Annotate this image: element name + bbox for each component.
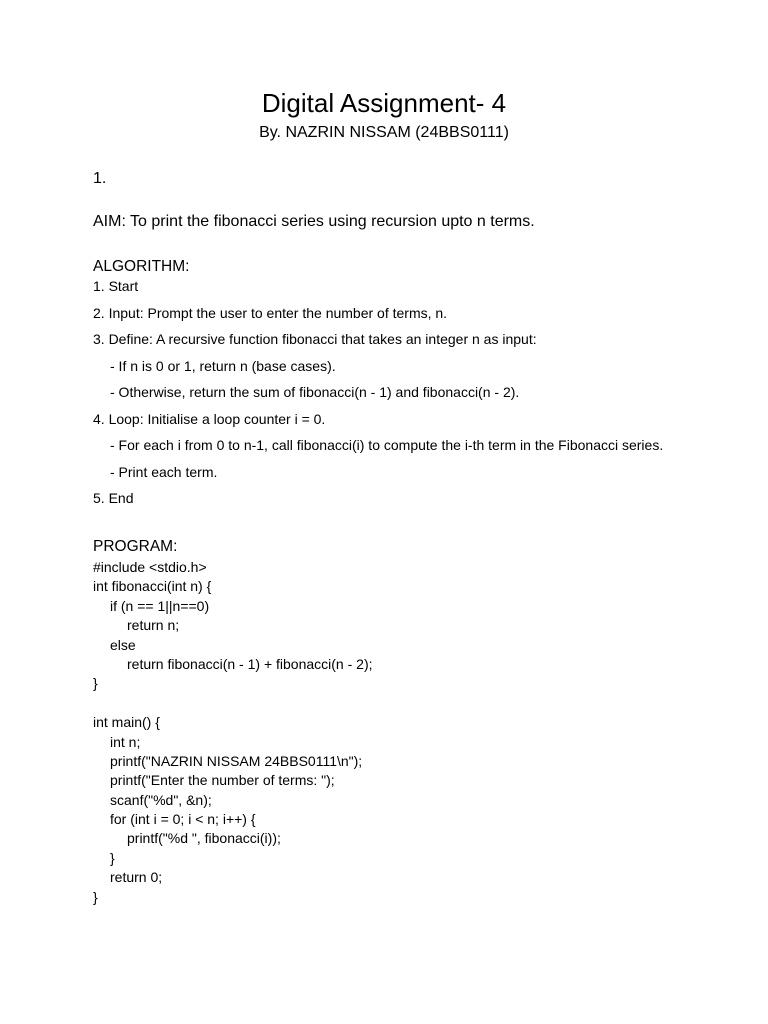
code-line: printf("%d ", fibonacci(i));: [127, 830, 281, 847]
algorithm-step: 1. Start: [93, 278, 139, 294]
code-line: printf("Enter the number of terms: ");: [110, 772, 335, 789]
aim-text: using recursion upto n terms.: [323, 213, 535, 230]
algorithm-steps: [93, 276, 693, 515]
algorithm-step: 3. Define: A recursive function fibonacci that takes an integer n as input:: [93, 331, 537, 348]
code-line: printf("NAZRIN NISSAM 24BBS0111\n");: [110, 752, 363, 769]
code-line: [93, 694, 373, 713]
code-line: scanf("%d", &n);: [110, 791, 212, 808]
code-line: for (int i = 0; i < n; i++) {: [110, 811, 256, 828]
question-number: 1.: [93, 170, 107, 187]
code-line: #include <stdio.h>: [93, 559, 207, 575]
algorithm-substep: - Otherwise, return the sum of fibonacci(n - 1) and fibonacci(n - 2).: [110, 384, 520, 401]
algorithm-substep: - If n is 0 or 1, return n (base cases).: [110, 357, 336, 374]
code-line: int fibonacci(int n) {: [93, 578, 212, 595]
program-heading: PROGRAM:: [93, 538, 178, 555]
code-line: return fibonacci(n - 1) + fibonacci(n - 2);: [127, 655, 373, 672]
code-line: }: [93, 675, 98, 692]
code-line: }: [110, 849, 115, 866]
code-line: else: [110, 636, 136, 653]
program-code: [93, 558, 373, 907]
author-byline: By. NAZRIN NISSAM (24BBS0111): [259, 124, 509, 141]
code-line: return 0;: [110, 869, 163, 886]
code-line: return n;: [127, 617, 180, 634]
algorithm-step: 4. Loop: Initialise a loop counter i = 0.: [93, 410, 326, 427]
aim-statement: [93, 211, 535, 233]
aim-label: AIM: To print the fibonacci series: [93, 213, 324, 230]
code-line: int main() {: [93, 714, 160, 731]
algorithm-step: 2. Input: Prompt the user to enter the number of terms, n.: [93, 304, 448, 321]
code-line: if (n == 1||n==0): [110, 597, 210, 614]
algorithm-substep: - For each i from 0 to n-1, call fibonacci(i) to compute the i-th term in the Fibonacci series.: [110, 436, 664, 453]
code-line: }: [93, 888, 98, 905]
code-line: int n;: [110, 733, 141, 750]
document-title: Digital Assignment- 4: [261, 88, 507, 118]
algorithm-heading: ALGORITHM:: [93, 258, 190, 275]
algorithm-step: 5. End: [93, 490, 134, 507]
algorithm-substep: - Print each term.: [110, 463, 218, 480]
